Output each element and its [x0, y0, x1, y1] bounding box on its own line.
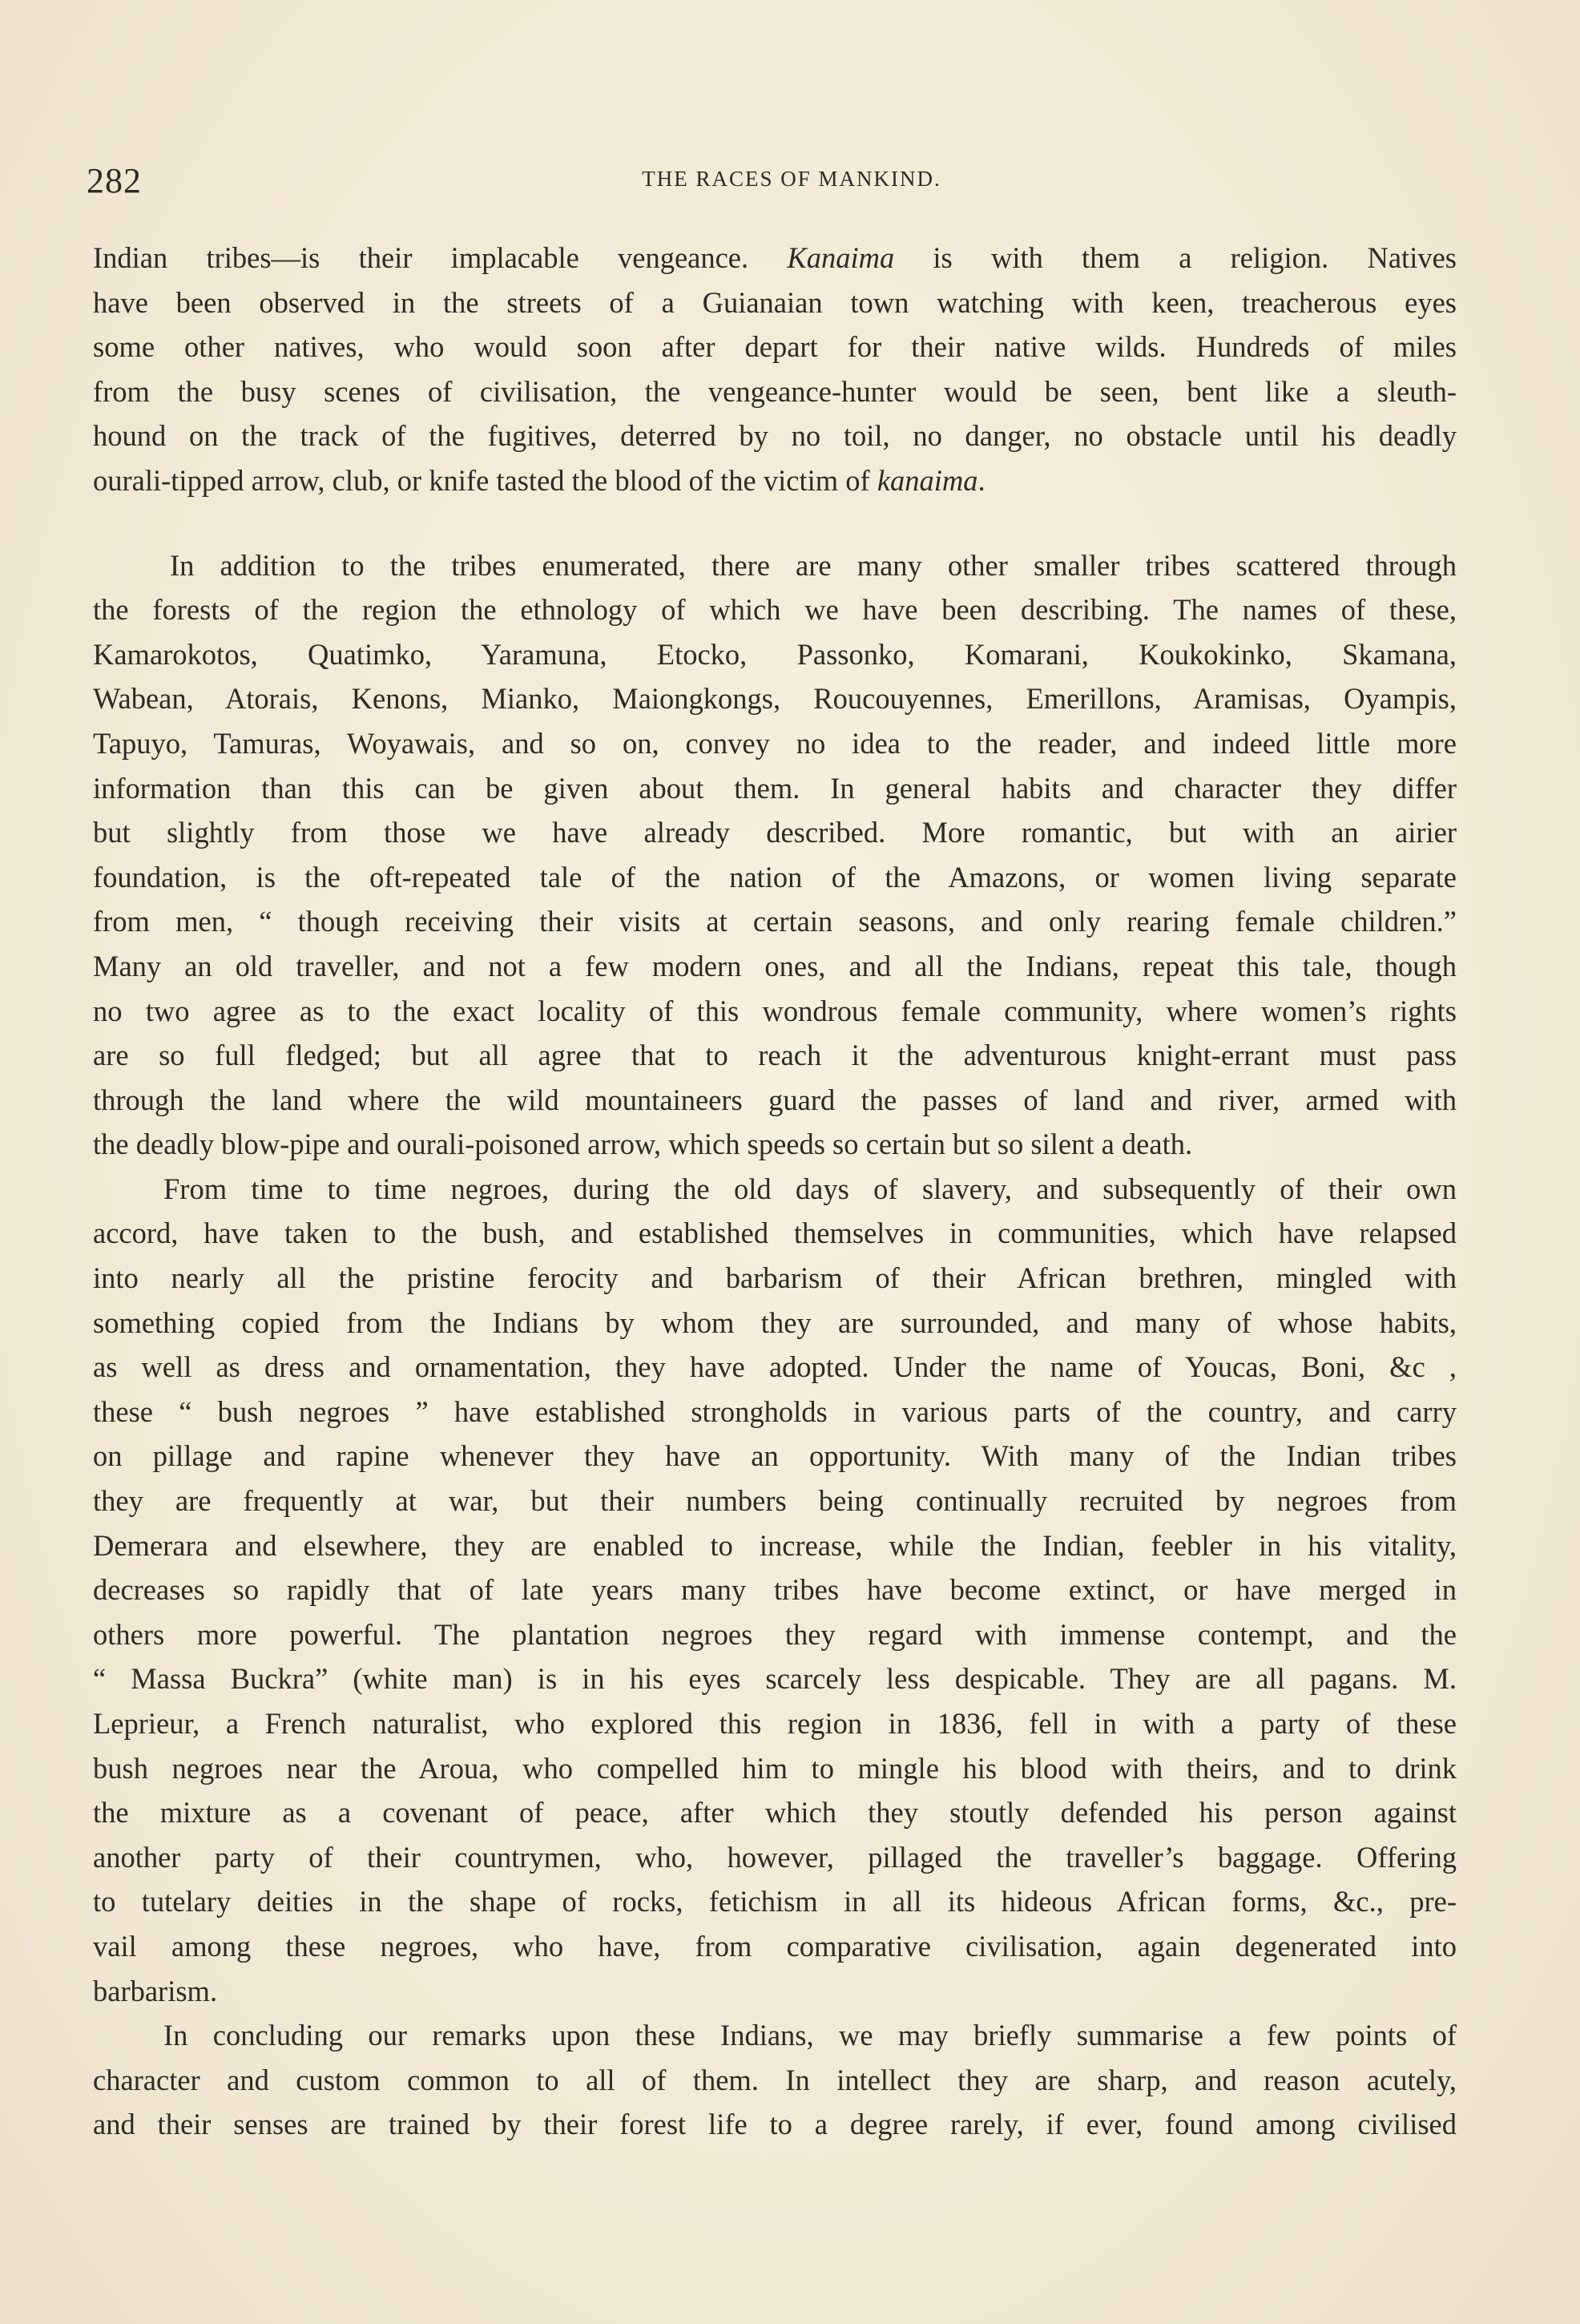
text-line: from the busy scenes of civilisation, the vengeance-hunter would be seen, bent like a sleuth- [93, 374, 1457, 408]
text-line: ourali-tipped arrow, club, or knife tasted the blood of the victim of kanaima. [93, 463, 985, 497]
text-line: into nearly all the pristine ferocity and barbarism of their African brethren, mingled with [93, 1261, 1457, 1295]
text-line: the forests of the region the ethnology of which we have been describing. The names of these, [93, 593, 1457, 627]
text-line: on pillage and rapine whenever they have an opportunity. With many of the Indian tribes [93, 1439, 1457, 1473]
text-line: others more powerful. The plantation negroes they regard with immense contempt, and the [93, 1617, 1457, 1651]
text-line: Leprieur, a French naturalist, who explored this region in 1836, fell in with a party of these [93, 1707, 1457, 1740]
text-line: the deadly blow-pipe and ourali-poisoned arrow, which speeds so certain but so silent a death. [93, 1128, 1193, 1161]
text-line: another party of their countrymen, who, however, pillaged the traveller’s baggage. Offering [93, 1840, 1457, 1874]
text-line: From time to time negroes, during the old days of slavery, and subsequently of their own [163, 1172, 1457, 1205]
text-line: Indian tribes—is their implacable vengeance. Kanaima is with them a religion. Natives [93, 241, 1457, 274]
italic-term: kanaima [877, 463, 978, 497]
text-line: decreases so rapidly that of late years many tribes have become extinct, or have merged in [93, 1573, 1457, 1607]
text-line: In addition to the tribes enumerated, there are many other smaller tribes scattered through [170, 548, 1457, 582]
text-line: have been observed in the streets of a Guianaian town watching with keen, treacherous eyes [93, 285, 1457, 319]
text-line: Tapuyo, Tamuras, Woyawais, and so on, convey no idea to the reader, and indeed little more [93, 726, 1457, 760]
text-line: character and custom common to all of them. In intellect they are sharp, and reason acutely, [93, 2063, 1457, 2096]
text-line: something copied from the Indians by whom they are surrounded, and many of whose habits, [93, 1305, 1457, 1339]
text-line: they are frequently at war, but their numbers being continually recruited by negroes from [93, 1484, 1457, 1518]
text-line: Kamarokotos, Quatimko, Yaramuna, Etocko, Passonko, Komarani, Koukokinko, Skamana, [93, 637, 1457, 671]
running-title: THE RACES OF MANKIND. [642, 167, 941, 191]
text-line: and their senses are trained by their forest life to a degree rarely, if ever, found among civilised [93, 2108, 1457, 2141]
text-line: the mixture as a covenant of peace, after which they stoutly defended his person against [93, 1796, 1457, 1830]
paragraph-1 [93, 236, 1457, 503]
text-line: bush negroes near the Aroua, who compelled him to mingle his blood with theirs, and to drink [93, 1751, 1457, 1785]
text-line: barbarism. [93, 1974, 218, 2007]
paragraph-4 [93, 2013, 1457, 2147]
page-number: 282 [87, 161, 142, 200]
italic-term: Kanaima [787, 241, 895, 274]
paragraph-3 [93, 1167, 1457, 2013]
page-header [87, 160, 1465, 208]
text-line: these “ bush negroes ” have established strongholds in various parts of the country, and carry [93, 1394, 1457, 1428]
text-line: from men, “ though receiving their visits at certain seasons, and only rearing female children.” [93, 905, 1457, 938]
text-line: but slightly from those we have already described. More romantic, but with an airier [93, 816, 1457, 849]
text-line: Wabean, Atorais, Kenons, Mianko, Maiongkongs, Roucouyennes, Emerillons, Aramisas, Oyampis, [93, 682, 1457, 716]
text-line: to tutelary deities in the shape of rocks, fetichism in all its hideous African forms, &c., pre- [93, 1885, 1457, 1919]
text-line: through the land where the wild mountaineers guard the passes of land and river, armed with [93, 1083, 1457, 1116]
text-line: Many an old traveller, and not a few modern ones, and all the Indians, repeat this tale, though [93, 949, 1457, 982]
body-text [93, 236, 1457, 2147]
text-line: foundation, is the oft-repeated tale of the nation of the Amazons, or women living separate [93, 860, 1457, 894]
text-line: Demerara and elsewhere, they are enabled to increase, while the Indian, feebler in his vitality, [93, 1528, 1457, 1562]
paragraph-gap [93, 503, 1457, 543]
text-line: no two agree as to the exact locality of this wondrous female community, where women’s rights [93, 994, 1457, 1027]
text-line: “ Massa Buckra” (white man) is in his eyes scarcely less despicable. They are all pagans. M. [93, 1662, 1457, 1696]
text-line: vail among these negroes, who have, from comparative civilisation, again degenerated into [93, 1929, 1457, 1963]
paragraph-2 [93, 543, 1457, 1167]
text-line: some other natives, who would soon after depart for their native wilds. Hundreds of miles [93, 330, 1457, 364]
text-line: information than this can be given about them. In general habits and character they differ [93, 771, 1457, 805]
text-line: accord, have taken to the bush, and established themselves in communities, which have relapsed [93, 1216, 1457, 1250]
text-line: as well as dress and ornamentation, they have adopted. Under the name of Youcas, Boni, &c , [93, 1350, 1457, 1384]
text-line: are so full fledged; but all agree that to reach it the adventurous knight-errant must pass [93, 1039, 1457, 1072]
text-line: In concluding our remarks upon these Indians, we may briefly summarise a few points of [163, 2019, 1457, 2052]
text-line: hound on the track of the fugitives, deterred by no toil, no danger, no obstacle until his deadly [93, 419, 1457, 453]
